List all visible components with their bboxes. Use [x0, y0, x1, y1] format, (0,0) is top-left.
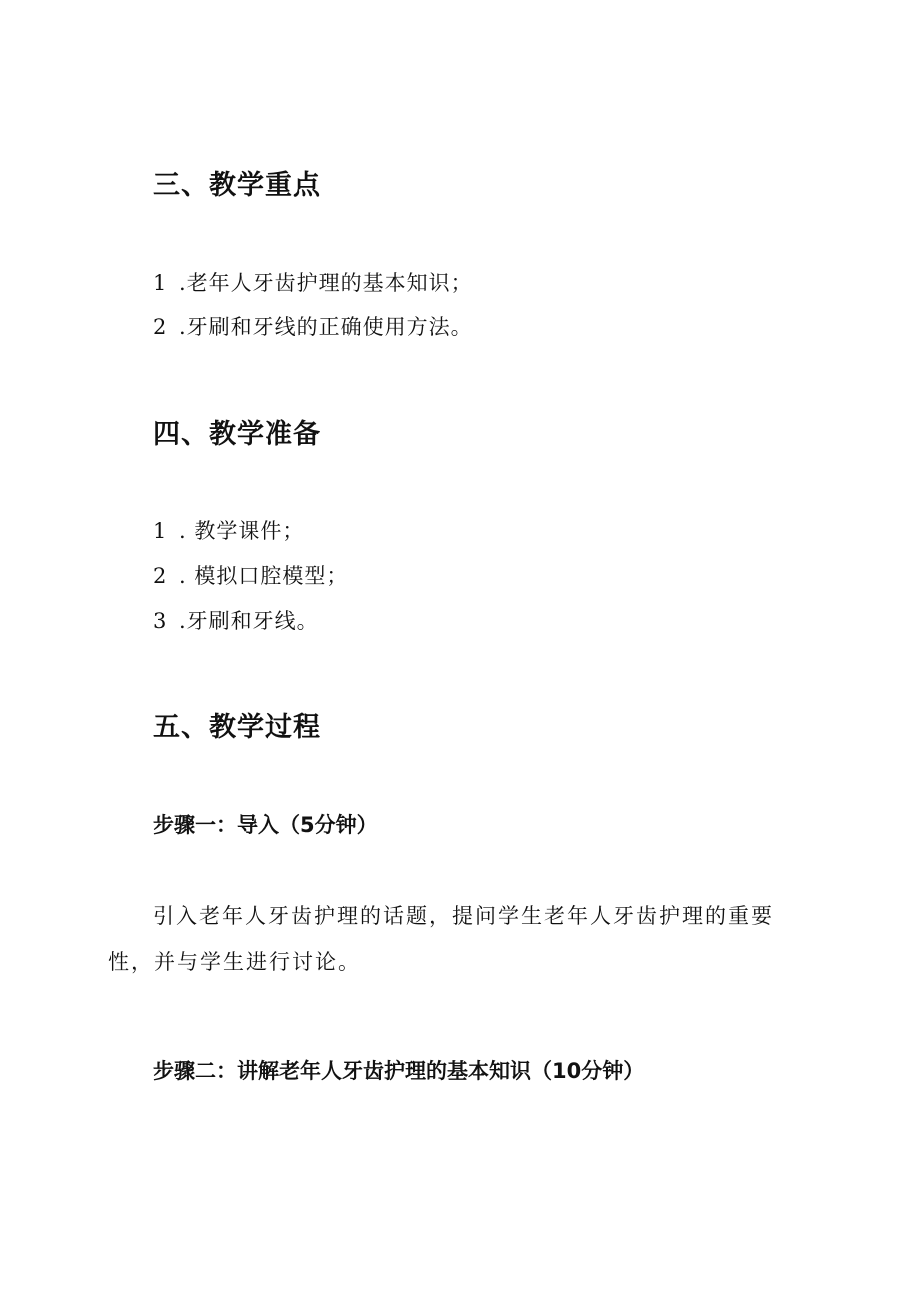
section-heading-3: 三、教学重点	[153, 170, 321, 201]
list-item-number: 3	[153, 609, 168, 633]
list-item-text: .牙刷和牙线。	[179, 609, 319, 633]
step-heading-1: 步骤一：导入（5分钟）	[153, 813, 378, 837]
list-item-text: . 模拟口腔模型；	[179, 564, 349, 588]
paragraph-line-2: 性，并与学生进行讨论。	[108, 950, 361, 974]
list-item	[153, 273, 473, 294]
list-item	[153, 611, 319, 632]
step-heading-2: 步骤二：讲解老年人牙齿护理的基本知识（10分钟）	[153, 1059, 645, 1083]
list-item-text: . 教学课件；	[179, 519, 305, 543]
section-heading-5: 五、教学过程	[153, 712, 321, 743]
list-item	[153, 566, 348, 587]
list-item	[153, 521, 304, 542]
section-heading-4: 四、教学准备	[153, 419, 321, 450]
list-item	[153, 317, 473, 338]
list-item-text: .牙刷和牙线的正确使用方法。	[179, 315, 473, 339]
paragraph-line-1: 引入老年人牙齿护理的话题，提问学生老年人牙齿护理的重要	[153, 904, 774, 928]
list-item-number: 1	[153, 519, 168, 543]
list-item-number: 1	[153, 271, 168, 295]
list-item-number: 2	[153, 315, 168, 339]
list-item-number: 2	[153, 564, 168, 588]
list-item-text: .老年人牙齿护理的基本知识；	[179, 271, 473, 295]
